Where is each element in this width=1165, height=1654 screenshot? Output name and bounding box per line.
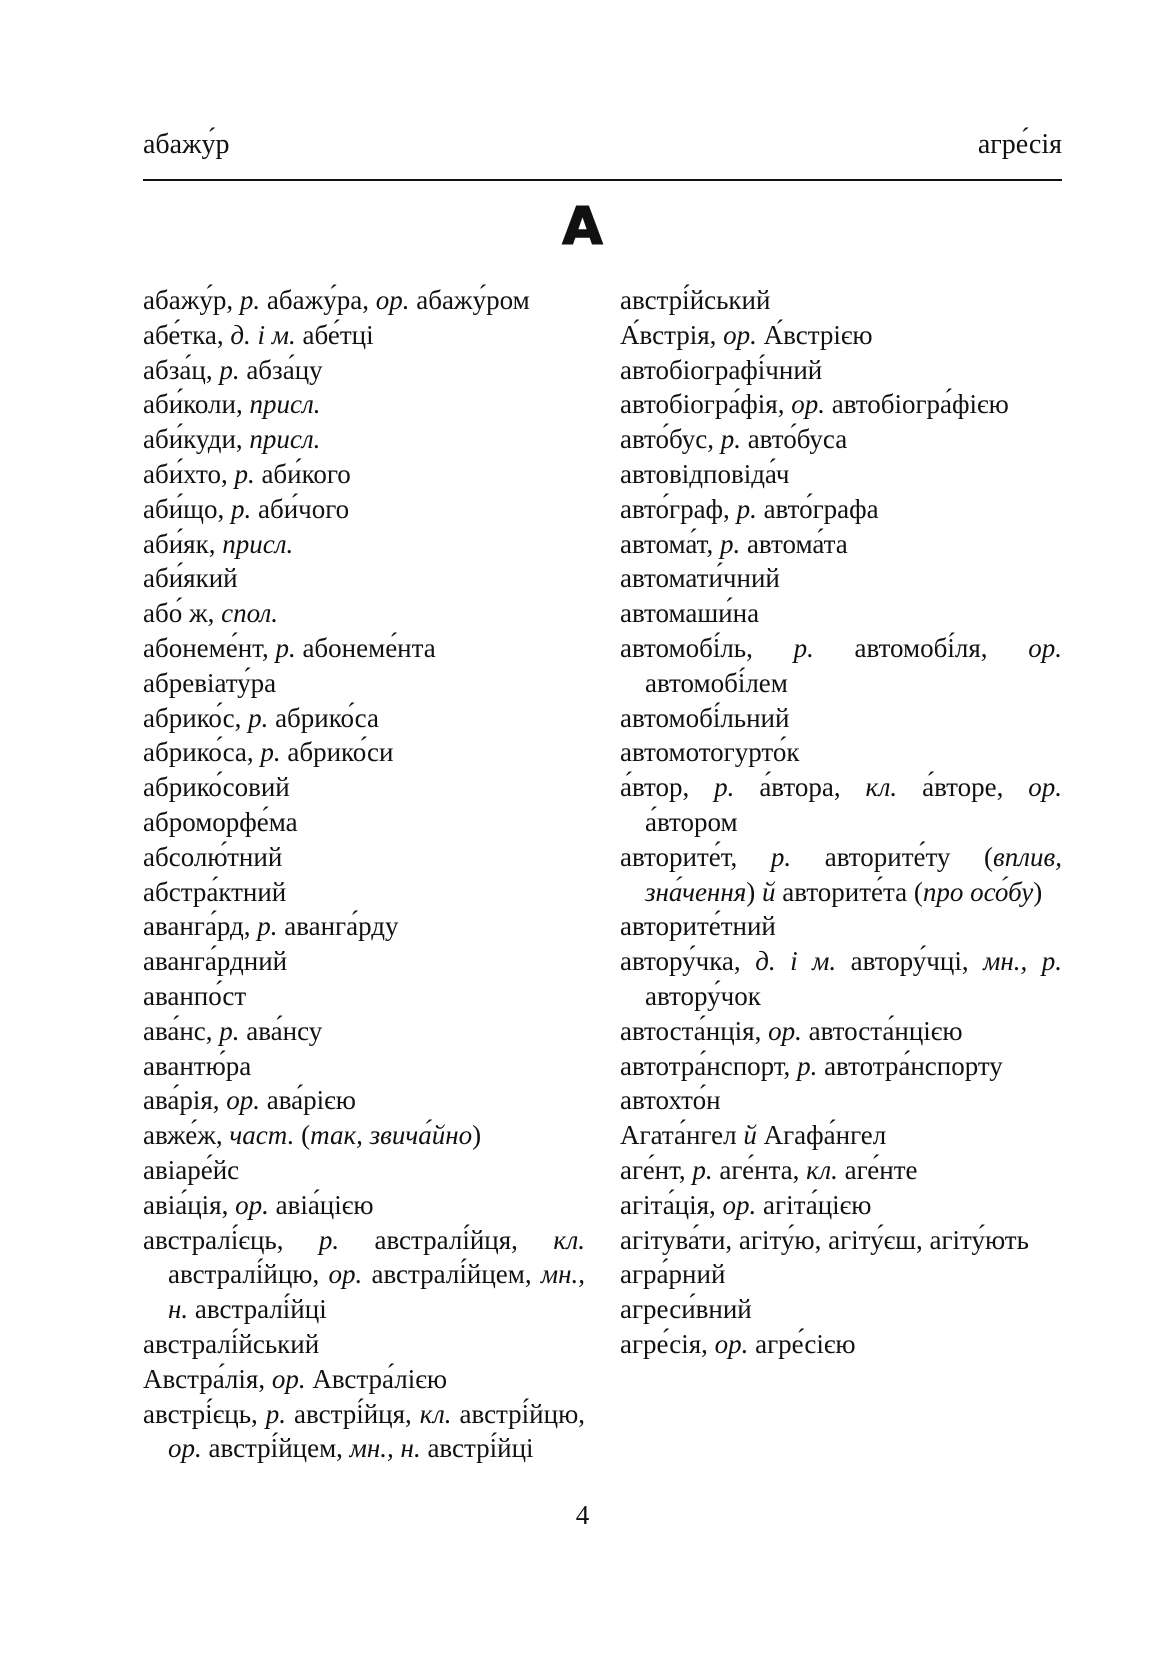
entry-text: авіа́ція, [143, 1189, 236, 1220]
dictionary-entry [620, 353, 1062, 388]
dictionary-entry [143, 283, 585, 318]
grammar-label: ор. [271, 1363, 306, 1394]
dictionary-entry [143, 596, 585, 631]
entry-text: авто́графа [756, 493, 879, 524]
grammar-label: ор. [714, 1328, 749, 1359]
dictionary-entry [143, 631, 585, 666]
entry-text: аге́нта, [712, 1154, 807, 1185]
entry-text: австралі́йський [143, 1328, 320, 1359]
grammar-label: присл. [249, 389, 321, 420]
dictionary-entry [143, 561, 585, 596]
running-head-first-word: абажу́р [143, 129, 230, 160]
entry-text: агреси́вний [620, 1294, 752, 1325]
grammar-label: присл. [222, 528, 294, 559]
dictionary-entry [143, 353, 585, 388]
dictionary-entry [143, 701, 585, 736]
grammar-label: р. [720, 424, 741, 455]
dictionary-entry [620, 318, 1062, 353]
entry-text: аванга́рдний [143, 946, 288, 977]
grammar-label: ор. [375, 285, 410, 315]
left-column [143, 283, 585, 1466]
entry-text: а́вторе, [897, 772, 1029, 803]
grammar-label: ор. [1028, 772, 1062, 803]
entry-text: авантю́ра [143, 1050, 252, 1081]
dictionary-entry [620, 1327, 1062, 1362]
entry-text: абонеме́нт, [143, 632, 276, 663]
grammar-label: так, звича́йно [310, 1120, 473, 1151]
grammar-label: р. [234, 458, 255, 489]
dictionary-entry [143, 909, 585, 944]
dictionary-entry [620, 1083, 1062, 1118]
entry-text: абонеме́нта [295, 632, 436, 663]
entry-text: абе́тці [295, 319, 374, 350]
entry-text: ) [472, 1120, 482, 1151]
entry-text: або́ ж, [143, 598, 222, 629]
grammar-label: р. [257, 911, 278, 942]
dictionary-entry [620, 492, 1062, 527]
entry-text: агіта́цією [756, 1189, 872, 1220]
grammar-label: й [762, 876, 776, 907]
entry-text: Австра́лія, [143, 1363, 272, 1394]
entry-text: аби́кого [254, 458, 351, 489]
grammar-label: р. [260, 737, 281, 768]
dictionary-entry [620, 631, 1062, 701]
entry-text: ( [294, 1120, 311, 1151]
dictionary-entry [620, 422, 1062, 457]
grammar-label: р. [736, 493, 757, 524]
entry-text: австралі́йцю, [168, 1259, 329, 1290]
grammar-label: ор. [723, 319, 757, 350]
entry-text: австралі́йцем, [362, 1259, 541, 1290]
entry-text: автобіографі́чний [620, 354, 823, 385]
entry-text: автоста́нція, [620, 1015, 769, 1046]
grammar-label: р. [230, 493, 252, 524]
entry-text: абрико́са [268, 702, 379, 733]
dictionary-entry [143, 666, 585, 701]
entry-text: автотра́нспорт, [620, 1050, 798, 1081]
entry-text: Агата́нгел [620, 1120, 744, 1151]
grammar-label: д. і м. [755, 946, 837, 977]
entry-text: аванга́рд, [143, 911, 258, 942]
entry-text: автомобі́ль, [620, 632, 794, 663]
grammar-label: р. [248, 702, 269, 733]
dictionary-entry [620, 527, 1062, 562]
entry-text: автомати́чний [620, 563, 780, 594]
entry-text: аванпо́ст [143, 980, 247, 1011]
entry-text: австрі́єць, [143, 1398, 266, 1429]
dictionary-entry [143, 527, 585, 562]
dictionary-entry [620, 1153, 1062, 1188]
entry-text: аванга́рду [277, 911, 399, 942]
grammar-label: кл. [806, 1154, 838, 1185]
entry-text: австрі́йцю, [451, 1398, 585, 1429]
entry-text: аби́куди, [143, 424, 250, 455]
entry-text: аби́що, [143, 493, 231, 524]
entry-text: абе́тка, [143, 319, 231, 350]
grammar-label: р. [265, 1398, 287, 1429]
grammar-label: д. і м. [230, 319, 296, 350]
entry-text: а́втора, [734, 772, 866, 803]
entry-text: абрико́с, [143, 702, 249, 733]
dictionary-entry [620, 1049, 1062, 1084]
entry-text: Австра́лією [305, 1363, 447, 1394]
entry-text: аге́нт, [620, 1154, 693, 1185]
dictionary-entry [143, 805, 585, 840]
entry-text: агре́сія, [620, 1328, 715, 1359]
grammar-label: р. [692, 1154, 713, 1185]
dictionary-entry [143, 1118, 585, 1153]
grammar-label: р. [714, 772, 735, 803]
entry-text: аби́який [143, 563, 238, 594]
grammar-label: р. [719, 528, 741, 559]
entry-text: ава́рією [260, 1085, 356, 1116]
entry-text: автотра́нспорту [817, 1050, 1003, 1081]
grammar-label: присл. [249, 424, 321, 455]
grammar-label: ор. [768, 1015, 802, 1046]
dictionary-entry [143, 1397, 585, 1467]
dictionary-entry [620, 1257, 1062, 1292]
dictionary-entry [620, 840, 1062, 910]
entry-text: авторите́т, [620, 841, 771, 872]
grammar-label: ор. [235, 1189, 269, 1220]
entry-text: автору́чці, [836, 946, 984, 977]
entry-text: абрико́совий [143, 772, 290, 803]
entry-text: абажу́ром [409, 285, 530, 315]
grammar-label: част. [229, 1120, 295, 1151]
entry-text: агра́рний [620, 1259, 726, 1290]
entry-text: авторите́ту ( [791, 841, 994, 872]
dictionary-entry [620, 735, 1062, 770]
entry-text: авто́граф, [620, 493, 737, 524]
dictionary-entry [143, 422, 585, 457]
entry-text: автома́та [740, 528, 848, 559]
dictionary-entry [143, 1223, 585, 1327]
entry-text: а́втор, [620, 772, 715, 803]
entry-text: автоста́нцією [801, 1015, 963, 1046]
entry-text: автохто́н [620, 1085, 721, 1116]
dictionary-entry [620, 596, 1062, 631]
dictionary-entry [620, 909, 1062, 944]
grammar-label: р. [797, 1050, 818, 1081]
dictionary-entry [620, 1292, 1062, 1327]
entry-text: ава́рія, [143, 1085, 227, 1116]
entry-text: абза́ц, [143, 354, 220, 385]
grammar-label: р. [770, 841, 792, 872]
dictionary-entry [620, 701, 1062, 736]
entry-text: агітува́ти, агіту́ю, агіту́єш, агіту́ють [620, 1224, 1029, 1255]
dictionary-entry [143, 457, 585, 492]
entry-text: австралі́йці [188, 1294, 327, 1325]
entry-text: аби́чого [251, 493, 350, 524]
entry-text: а́втором [645, 806, 738, 837]
dictionary-entry [143, 735, 585, 770]
entry-text: авіа́цією [268, 1189, 374, 1220]
dictionary-entry [620, 1118, 1062, 1153]
entry-text: автобіогра́фія, [620, 389, 792, 420]
grammar-label: р. [318, 1224, 340, 1255]
entry-text: Агафа́нгел [756, 1120, 887, 1151]
grammar-label: ор. [1028, 632, 1062, 663]
section-letter-heading: А [562, 197, 603, 257]
dictionary-entry [143, 979, 585, 1014]
entry-text: абревіату́ра [143, 667, 277, 698]
grammar-label: р. [219, 354, 240, 385]
dictionary-entry [143, 1362, 585, 1397]
dictionary-entry [143, 318, 585, 353]
grammar-label: р. [239, 285, 261, 315]
entry-text: аби́коли, [143, 389, 250, 420]
dictionary-entry [143, 1188, 585, 1223]
entry-text: абрико́са, [143, 737, 261, 768]
entry-text: А́встрією [756, 319, 873, 350]
running-head [143, 129, 1062, 181]
dictionary-entry [620, 387, 1062, 422]
grammar-label: кл. [865, 772, 898, 803]
grammar-label: ор. [791, 389, 825, 420]
dictionary-entry [143, 875, 585, 910]
entry-text: абажу́ра, [260, 285, 376, 315]
entry-text: австрі́йця, [286, 1398, 420, 1429]
entry-text: авіаре́йс [143, 1154, 240, 1185]
entry-text: аге́нте [837, 1154, 918, 1185]
dictionary-entry [620, 1223, 1062, 1258]
entry-text: ) [746, 876, 763, 907]
entry-text: автомобі́лем [645, 667, 788, 698]
grammar-label: вплив, зна́чення [645, 841, 1062, 907]
grammar-label: й [743, 1120, 757, 1151]
dictionary-entry [143, 387, 585, 422]
entry-text: авто́буса [740, 424, 848, 455]
dictionary-entry [620, 944, 1062, 1014]
dictionary-entry [143, 1049, 585, 1084]
dictionary-entry [143, 770, 585, 805]
entry-text: абрико́си [280, 737, 394, 768]
dictionary-entry [143, 492, 585, 527]
grammar-label: ор. [226, 1085, 261, 1116]
grammar-label: ор. [722, 1189, 757, 1220]
entry-text: авто́бус, [620, 424, 721, 455]
entry-text: авторите́тний [620, 911, 776, 942]
dictionary-entry [620, 1188, 1062, 1223]
entry-text: ава́нс, [143, 1015, 220, 1046]
entry-text: автору́чка, [620, 946, 756, 977]
grammar-label: р. [275, 632, 296, 663]
entry-text: автору́чок [645, 980, 761, 1011]
entry-text: агіта́ція, [620, 1189, 723, 1220]
dictionary-entry [143, 944, 585, 979]
entry-text: автобіогра́фією [824, 389, 1009, 420]
entry-text: автомобі́ля, [813, 632, 1029, 663]
grammar-label: мн., н. [349, 1433, 421, 1464]
grammar-label: р. [793, 632, 814, 663]
entry-text: авторите́та ( [775, 876, 923, 907]
dictionary-entry [143, 1153, 585, 1188]
grammar-label: мн., н. [168, 1259, 585, 1325]
dictionary-entry [143, 840, 585, 875]
entry-text: абсолю́тний [143, 841, 283, 872]
entry-text: австрі́йцем, [201, 1433, 350, 1464]
entry-text: аброморфе́ма [143, 806, 298, 837]
entry-text: австралі́єць, [143, 1224, 319, 1255]
entry-text: автомотогурто́к [620, 737, 800, 768]
entry-text: австрі́йці [420, 1433, 534, 1464]
entry-text: автомаши́на [620, 598, 760, 629]
entry-text: абза́цу [239, 354, 323, 385]
dictionary-entry [143, 1014, 585, 1049]
entry-text: ава́нсу [239, 1015, 323, 1046]
dictionary-entry [620, 561, 1062, 596]
dictionary-entry [143, 1083, 585, 1118]
running-head-last-word: агре́сія [977, 129, 1062, 160]
grammar-label: про осо́бу [922, 876, 1034, 907]
dictionary-entry [620, 283, 1062, 318]
right-column [620, 283, 1062, 1362]
grammar-label: мн., р. [983, 946, 1063, 977]
dictionary-entry [620, 457, 1062, 492]
entry-text: автомобі́льний [620, 702, 790, 733]
page-number: 4 [575, 1500, 590, 1530]
grammar-label: кл. [419, 1398, 452, 1429]
entry-text: А́встрія, [620, 319, 724, 350]
grammar-label: р. [219, 1015, 240, 1046]
grammar-label: спол. [221, 598, 278, 629]
entry-text: автовідповіда́ч [620, 458, 790, 489]
dictionary-entry [143, 1327, 585, 1362]
entry-text: автома́т, [620, 528, 720, 559]
entry-text: аби́як, [143, 528, 223, 559]
grammar-label: кл. [553, 1224, 586, 1255]
dictionary-entry [620, 1014, 1062, 1049]
entry-text: авже́ж, [143, 1120, 230, 1151]
entry-text: аби́хто, [143, 458, 235, 489]
dictionary-entry [620, 770, 1062, 840]
entry-text: австрі́йський [620, 285, 771, 315]
entry-text: австралі́йця, [339, 1224, 554, 1255]
grammar-label: ор. [328, 1259, 363, 1290]
entry-text: абажу́р, [143, 285, 240, 315]
entry-text: абстра́ктний [143, 876, 287, 907]
entry-text: ) [1033, 876, 1043, 907]
grammar-label: ор. [168, 1433, 202, 1464]
entry-text: агре́сією [748, 1328, 856, 1359]
